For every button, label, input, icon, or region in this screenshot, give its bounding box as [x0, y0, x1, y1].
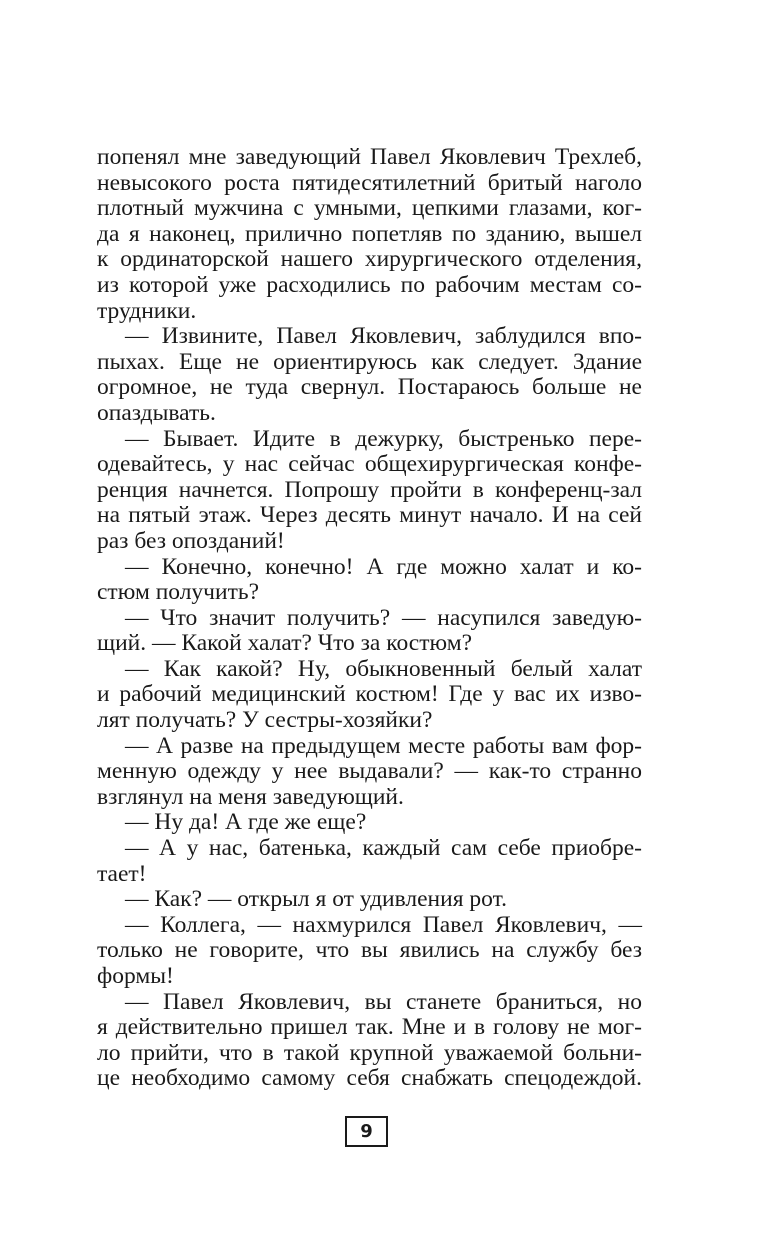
text-line: лят получать? У сестры-хозяйки?	[97, 707, 433, 734]
text-line: формы!	[97, 963, 174, 989]
text-line: взглянул на меня заведующий.	[97, 783, 404, 810]
text-line: из которой уже расходились по рабочим местам со-	[97, 271, 642, 298]
text-line: — Коллега, — нахмурился Павел Яковлевич, —	[125, 911, 642, 938]
text-line: щий. — Какой халат? Что за костюм?	[97, 630, 473, 657]
text-line: — Ну да! А где же еще?	[125, 809, 367, 836]
text-line: це необходимо самому себя снабжать спецодеждой.	[97, 1065, 642, 1092]
text-line: раз без опозданий!	[97, 527, 285, 554]
text-line: и рабочий медицинский костюм! Где у вас их изво-	[97, 681, 642, 708]
text-line: — Извините, Павел Яковлевич, заблудился впо-	[125, 323, 642, 350]
page-body-text	[97, 145, 642, 1092]
text-line: плотный мужчина с умными, цепкими глазами, ког-	[97, 195, 642, 222]
text-line: — А у нас, батенька, каждый сам себе приобре-	[125, 835, 642, 862]
text-line: — Павел Яковлевич, вы станете браниться, но	[125, 988, 642, 1015]
text-line: — Бывает. Идите в дежурку, быстренько пере-	[125, 425, 642, 452]
text-line: попенял мне заведующий Павел Яковлевич Трехлеб,	[97, 144, 642, 170]
page-number: 9	[360, 1121, 373, 1142]
text-line: на пятый этаж. Через десять минут начало. И на сей	[97, 502, 642, 529]
text-line: стюм получить?	[97, 579, 259, 606]
text-line: — Как какой? Ну, обыкновенный белый халат	[125, 655, 642, 682]
page-number-box	[345, 1116, 388, 1147]
text-line: одевайтесь, у нас сейчас общехирургическая конфе-	[97, 451, 642, 478]
text-line: — Что значит получить? — насупился заведую-	[125, 604, 642, 631]
text-line: к ординаторской нашего хирургического отделения,	[97, 246, 642, 273]
text-line: — Как? — открыл я от удивления рот.	[125, 886, 507, 913]
text-line: огромное, не туда свернул. Постараюсь больше не	[97, 374, 642, 401]
text-line: я действительно пришел так. Мне и в голову не мог-	[97, 1014, 642, 1041]
text-line: — А разве на предыдущем месте работы вам фор-	[125, 732, 642, 759]
text-line: трудники.	[97, 297, 197, 324]
text-line: менную одежду у нее выдавали? — как-то странно	[97, 758, 642, 785]
text-line: ло прийти, что в такой крупной уважаемой больни-	[97, 1039, 642, 1066]
text-line: ренция начнется. Попрошу пройти в конференц-зал	[97, 476, 642, 503]
text-line: тает!	[97, 860, 147, 887]
text-line: пыхах. Еще не ориентируюсь как следует. Здание	[97, 348, 642, 375]
text-line: да я наконец, прилично попетляв по зданию, вышел	[97, 220, 642, 247]
text-line: только не говорите, что вы явились на службу без	[97, 937, 642, 964]
text-line: опаздывать.	[97, 399, 216, 426]
text-line: — Конечно, конечно! А где можно халат и ко-	[125, 553, 642, 580]
text-line: невысокого роста пятидесятилетний бритый наголо	[97, 169, 642, 196]
